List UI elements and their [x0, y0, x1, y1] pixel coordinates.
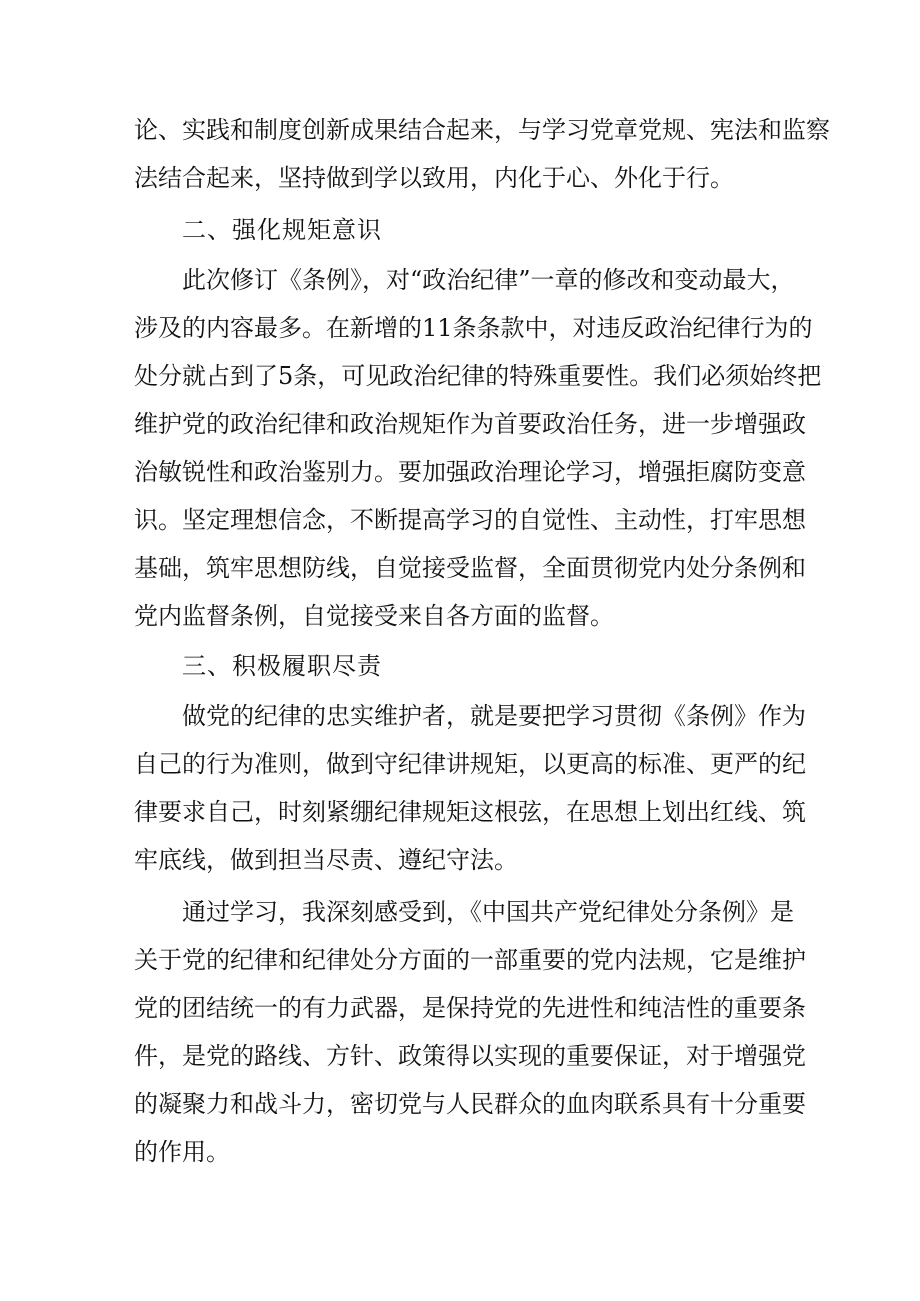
paragraph-line: 党的团结统一的有力武器，是保持党的先进性和纯洁性的重要条 [134, 994, 806, 1022]
section-heading: 三、积极履职尽责 [182, 652, 382, 680]
paragraph-line: 基础，筑牢思想防线，自觉接受监督，全面贯彻党内处分条例和 [134, 554, 806, 582]
paragraph-line: 法结合起来，坚持做到学以致用，内化于心、外化于行。 [134, 164, 734, 192]
paragraph-line: 的作用。 [134, 1138, 230, 1166]
paragraph-line: 维护党的政治纪律和政治规矩作为首要政治任务，进一步增强政 [134, 410, 806, 438]
paragraph-line: 论、实践和制度创新成果结合起来，与学习党章党规、宪法和监察 [134, 116, 830, 144]
paragraph-line: 牢底线，做到担当尽责、遵纪守法。 [134, 846, 518, 874]
paragraph-line: 通过学习，我深刻感受到，《中国共产党纪律处分条例》是 [182, 898, 794, 926]
paragraph-line: 律要求自己，时刻紧绷纪律规矩这根弦，在思想上划出红线、筑 [134, 798, 806, 826]
paragraph-line: 治敏锐性和政治鉴别力。要加强政治理论学习，增强拒腐防变意 [134, 458, 806, 486]
paragraph-line: 党内监督条例，自觉接受来自各方面的监督。 [134, 602, 614, 630]
paragraph-line: 自己的行为准则，做到守纪律讲规矩，以更高的标准、更严的纪 [134, 750, 806, 778]
paragraph-line: 处分就占到了5条，可见政治纪律的特殊重要性。我们必须始终把 [134, 362, 822, 390]
paragraph-line: 件，是党的路线、方针、政策得以实现的重要保证，对于增强党 [134, 1042, 806, 1070]
paragraph-line: 涉及的内容最多。在新增的11条条款中，对违反政治纪律行为的 [134, 314, 813, 342]
paragraph-line: 关于党的纪律和纪律处分方面的一部重要的党内法规，它是维护 [134, 946, 806, 974]
paragraph-line: 做党的纪律的忠实维护者，就是要把学习贯彻《条例》作为 [182, 702, 806, 730]
paragraph-line: 识。坚定理想信念，不断提高学习的自觉性、主动性，打牢思想 [134, 506, 806, 534]
paragraph-line: 此次修订《条例》，对“政治纪律”一章的修改和变动最大， [182, 266, 795, 294]
section-heading: 二、强化规矩意识 [182, 216, 382, 244]
paragraph-line: 的凝聚力和战斗力，密切党与人民群众的血肉联系具有十分重要 [134, 1090, 806, 1118]
